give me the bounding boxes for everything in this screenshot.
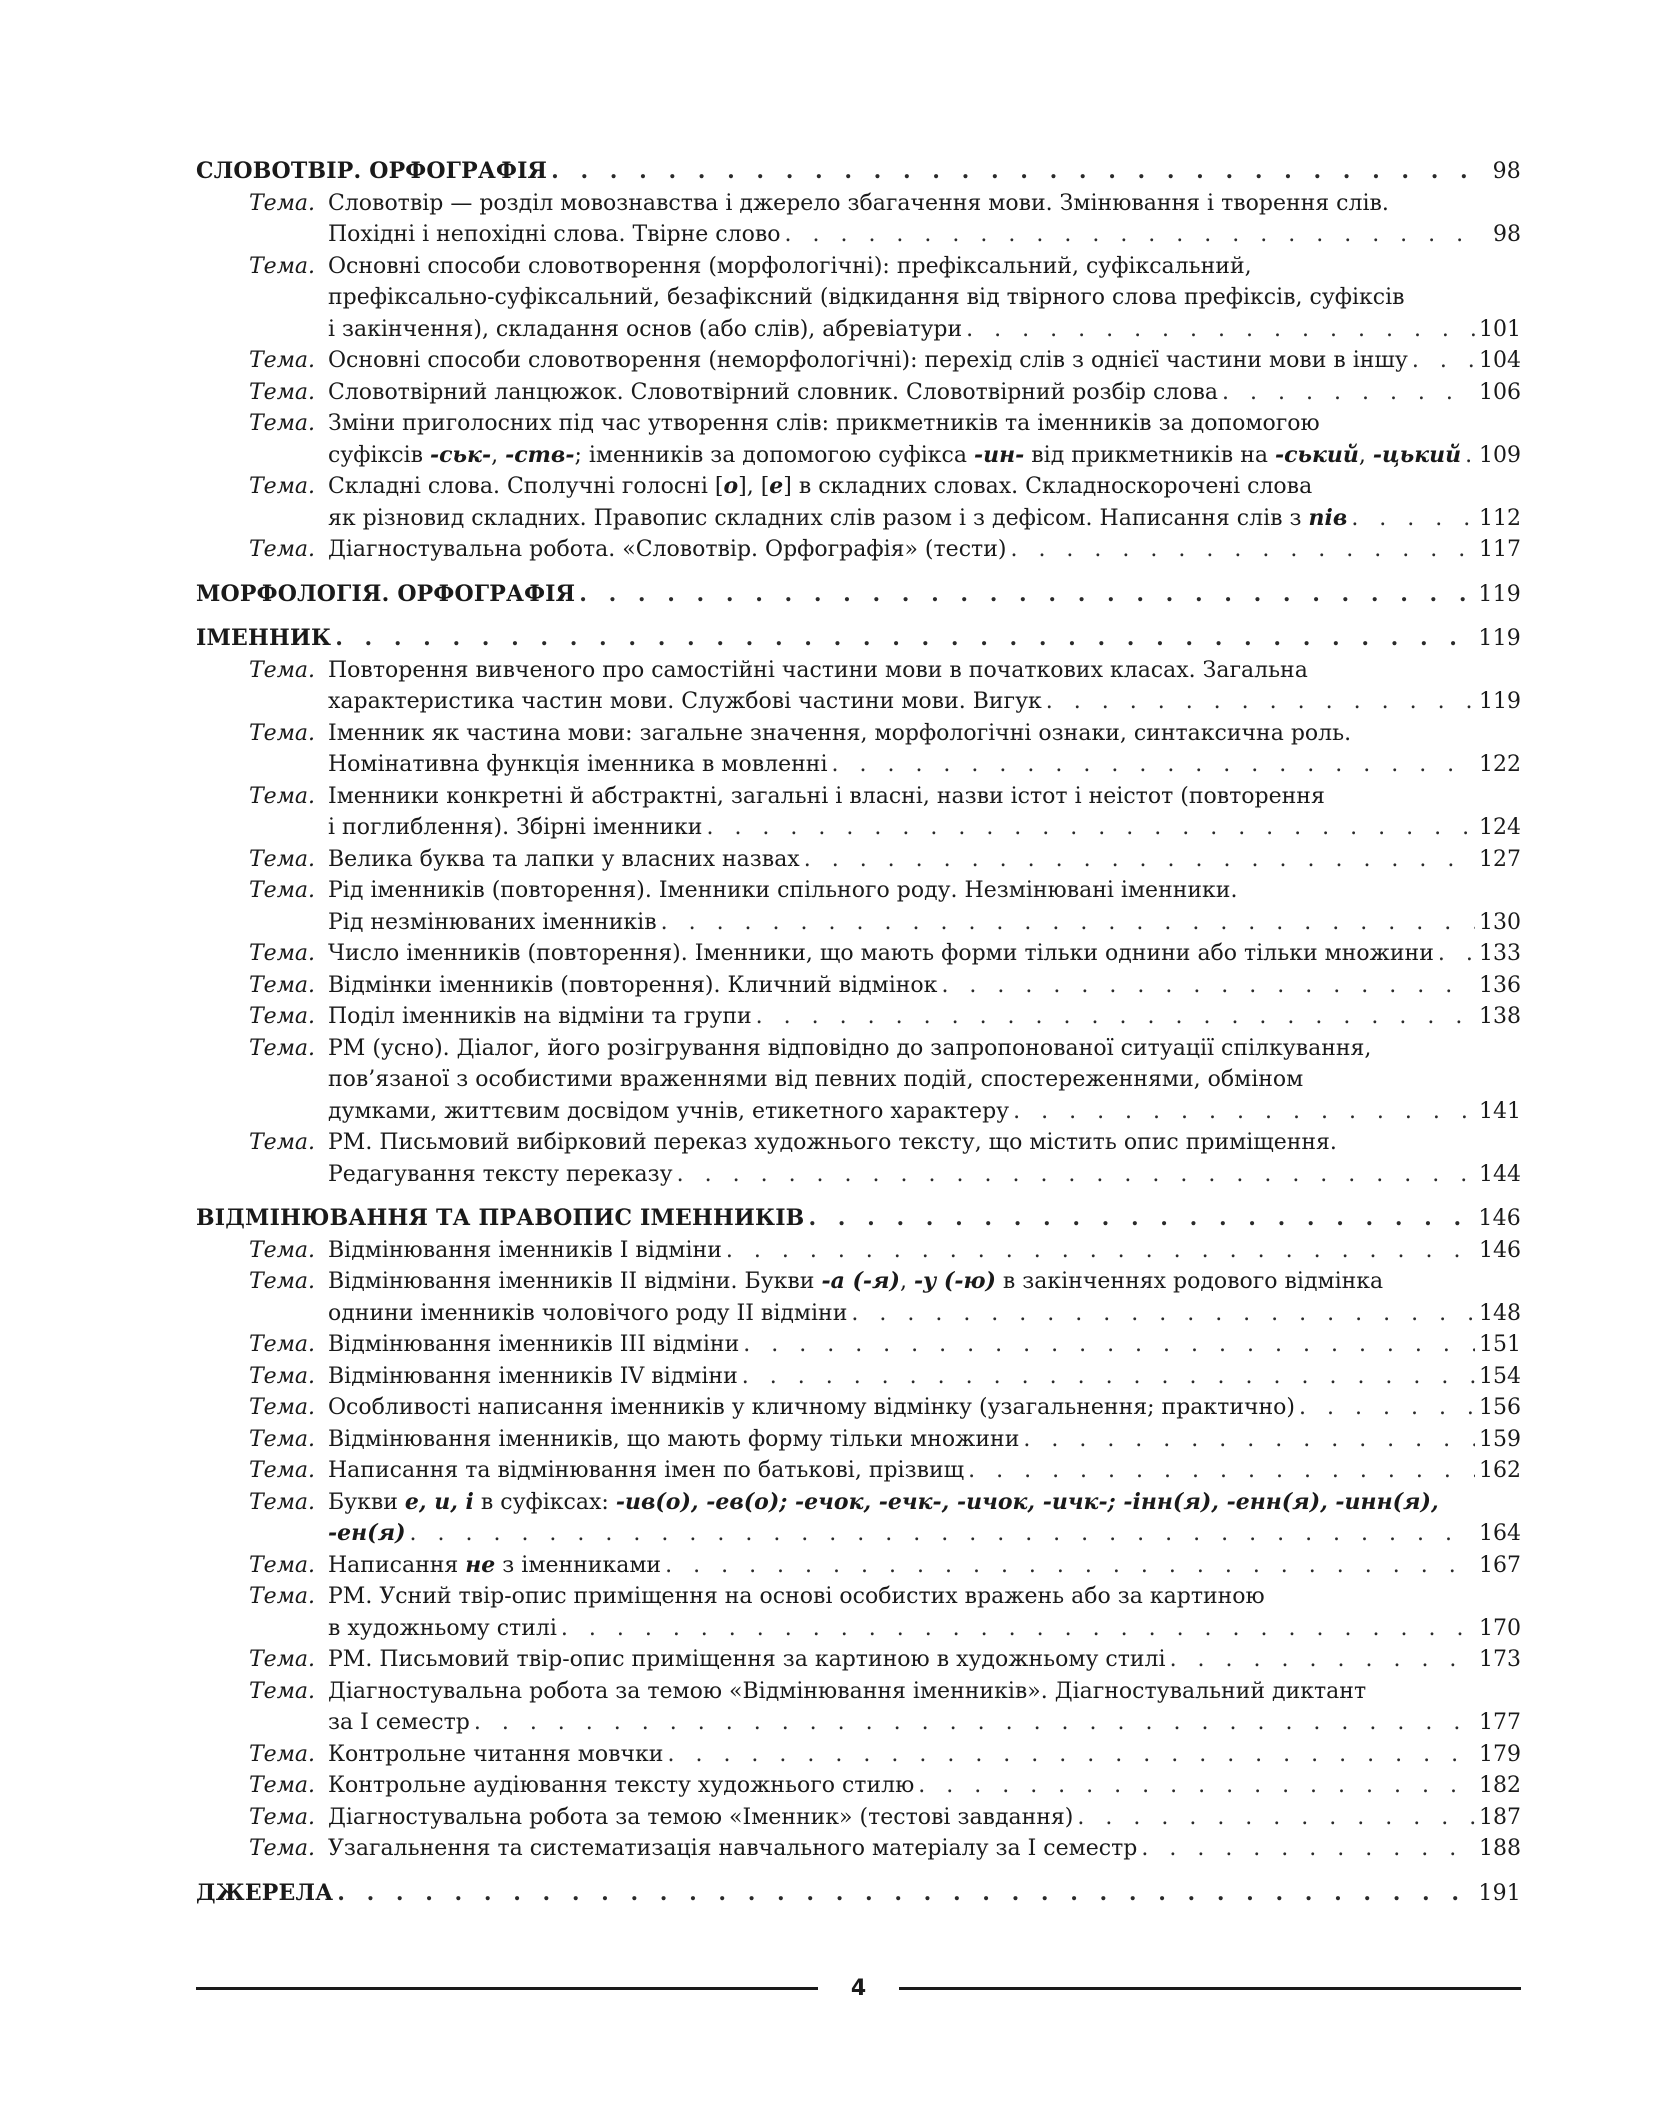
topic-label: Тема. bbox=[249, 1426, 316, 1452]
topic-text: однини іменників чоловічого роду ІІ відміни bbox=[328, 1300, 848, 1326]
dot-leader bbox=[831, 749, 1475, 781]
topic-text: в художньому стилі bbox=[328, 1615, 557, 1641]
entry-line bbox=[328, 408, 1521, 440]
entry-body bbox=[328, 1266, 1521, 1329]
toc-topic bbox=[196, 408, 1521, 471]
topic-label: Тема. bbox=[249, 783, 316, 809]
entry-line bbox=[328, 1298, 1521, 1330]
topic-label: Тема. bbox=[249, 1773, 316, 1798]
page-ref: 182 bbox=[1479, 1773, 1521, 1798]
topic-text: Число іменників (повторення). Іменники, що мають форми тільки однини або тільки множини bbox=[328, 941, 1434, 966]
page-ref: 109 bbox=[1479, 442, 1521, 468]
entry-line bbox=[328, 1266, 1521, 1298]
dot-leader bbox=[1023, 1424, 1475, 1456]
dot-leader bbox=[1013, 1096, 1475, 1128]
topic-text: пов’язаної з особистими враженнями від певних подій, спостереженнями, обміном bbox=[328, 1067, 1304, 1092]
toc-topic bbox=[196, 1676, 1521, 1739]
topic-label: Тема. bbox=[249, 1004, 316, 1029]
entry-line bbox=[328, 1644, 1521, 1676]
entry-body bbox=[328, 1644, 1521, 1676]
entry-line bbox=[328, 1550, 1521, 1582]
entry-body bbox=[328, 1739, 1521, 1771]
topic-label: Тема. bbox=[249, 972, 316, 998]
entry-line bbox=[328, 1833, 1521, 1865]
entry-body bbox=[328, 1001, 1521, 1033]
entry-line bbox=[328, 1802, 1521, 1834]
topic-label: Тема. bbox=[249, 1552, 316, 1578]
entry-line bbox=[328, 812, 1521, 844]
page-ref: 148 bbox=[1479, 1300, 1521, 1326]
page-ref: 164 bbox=[1479, 1521, 1521, 1546]
section-title: ВІДМІНЮВАННЯ ТА ПРАВОПИС ІМЕННИКІВ bbox=[196, 1205, 805, 1231]
entry-line bbox=[328, 1329, 1521, 1361]
dot-leader bbox=[337, 1878, 1474, 1910]
dot-leader bbox=[726, 1235, 1475, 1267]
topic-text: Особливості написання іменників у кличному відмінку (узагальнення; практично) bbox=[328, 1395, 1296, 1420]
section-title: ДЖЕРЕЛА bbox=[196, 1879, 334, 1906]
page-ref: 119 bbox=[1478, 626, 1521, 651]
page-ref: 117 bbox=[1479, 537, 1521, 562]
entry-body bbox=[328, 718, 1521, 781]
topic-text: -ен(я) bbox=[328, 1520, 406, 1546]
topic-text: Відмінювання іменників І відміни bbox=[328, 1237, 722, 1263]
entry-body bbox=[328, 1235, 1521, 1267]
toc-topic bbox=[196, 718, 1521, 781]
entry-line bbox=[328, 188, 1521, 220]
topic-label: Тема. bbox=[249, 657, 316, 683]
topic-text: Відмінки іменників (повторення). Кличний відмінок bbox=[328, 972, 938, 998]
entry-line bbox=[328, 749, 1521, 781]
entry-line bbox=[328, 1361, 1521, 1393]
page-ref: 146 bbox=[1478, 1206, 1521, 1231]
entry-body bbox=[196, 156, 1521, 188]
entry-line bbox=[328, 377, 1521, 409]
topic-label: Тема. bbox=[249, 474, 316, 499]
entry-line bbox=[328, 1159, 1521, 1191]
page-ref: 98 bbox=[1493, 222, 1521, 247]
topic-text: Відмінювання іменників ІІІ відміни bbox=[328, 1332, 740, 1357]
entry-line bbox=[328, 938, 1521, 970]
entry-line bbox=[328, 1235, 1521, 1267]
toc-topic bbox=[196, 377, 1521, 409]
entry-line bbox=[328, 718, 1521, 750]
topic-text: суфіксів -ськ-, -ств-; іменників за допомогою суфікса -ин- від прикметників на -ський, -цький bbox=[328, 441, 1462, 468]
entry-body bbox=[196, 1878, 1521, 1910]
entry-line bbox=[196, 156, 1521, 188]
entry-body bbox=[328, 1424, 1521, 1456]
entry-body bbox=[196, 579, 1521, 611]
topic-text: Словотвірний ланцюжок. Словотвірний словник. Словотвірний розбір слова bbox=[328, 379, 1219, 405]
entry-body bbox=[328, 1550, 1521, 1582]
page-ref: 124 bbox=[1479, 815, 1521, 840]
entry-body bbox=[328, 844, 1521, 876]
toc-topic bbox=[196, 844, 1521, 876]
dot-leader bbox=[804, 844, 1475, 876]
page-ref: 156 bbox=[1479, 1395, 1521, 1420]
section-title: ІМЕННИК bbox=[196, 625, 332, 651]
dot-leader bbox=[474, 1707, 1475, 1739]
topic-text: і поглиблення). Збірні іменники bbox=[328, 815, 703, 840]
page-ref: 141 bbox=[1479, 1098, 1521, 1124]
page-ref: 144 bbox=[1479, 1161, 1521, 1187]
toc-section bbox=[196, 1878, 1521, 1910]
toc-topic bbox=[196, 655, 1521, 718]
entry-line bbox=[328, 907, 1521, 939]
toc-section bbox=[196, 579, 1521, 611]
entry-line bbox=[328, 686, 1521, 718]
toc-topic bbox=[196, 875, 1521, 938]
topic-text: Рід незмінюваних іменників bbox=[328, 909, 657, 935]
dot-leader bbox=[665, 1550, 1475, 1582]
dot-leader bbox=[1170, 1644, 1475, 1676]
topic-label: Тема. bbox=[249, 1678, 316, 1704]
entry-body bbox=[328, 1329, 1521, 1361]
toc-topic bbox=[196, 1361, 1521, 1393]
entry-line bbox=[328, 471, 1521, 503]
topic-text: Контрольне читання мовчки bbox=[328, 1741, 664, 1767]
dot-leader bbox=[851, 1298, 1475, 1330]
dot-leader bbox=[1046, 686, 1475, 718]
entry-body bbox=[328, 875, 1521, 938]
topic-label: Тема. bbox=[249, 1647, 316, 1672]
entry-body bbox=[328, 1487, 1521, 1550]
topic-text: Основні способи словотворення (морфологічні): префіксальний, суфіксальний, bbox=[328, 253, 1252, 279]
topic-label: Тема. bbox=[249, 720, 316, 746]
toc-topic bbox=[196, 345, 1521, 377]
topic-text: Зміни приголосних під час утворення слів: прикметників та іменників за допомогою bbox=[328, 411, 1320, 436]
toc-section bbox=[196, 1203, 1521, 1235]
topic-text: Складні слова. Сполучні голосні [о], [е] в складних словах. Складноскорочені слова bbox=[328, 473, 1313, 499]
entry-line bbox=[328, 1001, 1521, 1033]
toc-topic bbox=[196, 938, 1521, 970]
dot-leader bbox=[579, 579, 1474, 611]
dot-leader bbox=[1438, 938, 1475, 970]
entry-body bbox=[328, 1033, 1521, 1128]
dot-leader bbox=[1010, 534, 1475, 566]
topic-text: Узагальнення та систематизація навчального матеріалу за І семестр bbox=[328, 1836, 1138, 1861]
toc-topic bbox=[196, 1424, 1521, 1456]
entry-body bbox=[328, 534, 1521, 566]
entry-line bbox=[328, 251, 1521, 283]
entry-line bbox=[328, 440, 1521, 472]
toc-topic bbox=[196, 1739, 1521, 1771]
entry-body bbox=[328, 1392, 1521, 1424]
entry-body bbox=[196, 1203, 1521, 1235]
dot-leader bbox=[1351, 503, 1475, 535]
entry-body bbox=[328, 1581, 1521, 1644]
dot-leader bbox=[1299, 1392, 1475, 1424]
toc-topic bbox=[196, 1770, 1521, 1802]
topic-text: Номінативна функція іменника в мовленні bbox=[328, 752, 828, 777]
page-ref: 104 bbox=[1479, 348, 1521, 373]
entry-line bbox=[328, 1487, 1521, 1519]
entry-line bbox=[328, 844, 1521, 876]
toc-topic bbox=[196, 1487, 1521, 1550]
page-ref: 112 bbox=[1479, 505, 1521, 531]
section-title: МОРФОЛОГІЯ. ОРФОГРАФІЯ bbox=[196, 580, 576, 607]
topic-label: Тема. bbox=[249, 1237, 316, 1263]
page-ref: 106 bbox=[1479, 379, 1521, 405]
topic-label: Тема. bbox=[249, 411, 316, 436]
topic-text: Написання не з іменниками bbox=[328, 1551, 662, 1578]
table-of-contents bbox=[196, 156, 1521, 1909]
entry-body bbox=[328, 188, 1521, 251]
dot-leader bbox=[918, 1770, 1475, 1802]
toc-topic bbox=[196, 188, 1521, 251]
toc-topic bbox=[196, 1455, 1521, 1487]
topic-label: Тема. bbox=[249, 1584, 316, 1609]
page-ref: 133 bbox=[1479, 941, 1521, 966]
topic-text: Діагностувальна робота. «Словотвір. Орфографія» (тести) bbox=[328, 537, 1007, 562]
dot-leader bbox=[661, 907, 1475, 939]
toc-topic bbox=[196, 1127, 1521, 1190]
entry-line bbox=[328, 781, 1521, 813]
dot-leader bbox=[335, 623, 1474, 655]
dot-leader bbox=[966, 314, 1475, 346]
page-ref: 167 bbox=[1479, 1552, 1521, 1578]
entry-line bbox=[328, 1096, 1521, 1128]
section-title: СЛОВОТВІР. ОРФОГРАФІЯ bbox=[196, 158, 548, 184]
dot-leader bbox=[968, 1455, 1475, 1487]
toc-topic bbox=[196, 1833, 1521, 1865]
entry-line bbox=[328, 1613, 1521, 1645]
entry-body bbox=[328, 1361, 1521, 1393]
entry-body bbox=[328, 938, 1521, 970]
entry-line bbox=[328, 1127, 1521, 1159]
entry-line bbox=[196, 623, 1521, 655]
topic-text: Основні способи словотворення (неморфологічні): перехід слів з однієї частини мови в іншу bbox=[328, 348, 1408, 373]
entry-line bbox=[328, 534, 1521, 566]
topic-text: як різновид складних. Правопис складних слів разом і з дефісом. Написання слів з пів bbox=[328, 504, 1348, 531]
topic-text: за І семестр bbox=[328, 1710, 470, 1735]
dot-leader bbox=[742, 1361, 1475, 1393]
entry-line bbox=[328, 655, 1521, 687]
topic-label: Тема. bbox=[249, 1836, 316, 1861]
page-ref: 98 bbox=[1492, 159, 1521, 184]
topic-label: Тема. bbox=[249, 1130, 316, 1155]
page-ref: 122 bbox=[1479, 752, 1521, 777]
topic-label: Тема. bbox=[249, 1269, 316, 1294]
page-ref: 146 bbox=[1479, 1237, 1521, 1263]
topic-text: РМ. Письмовий твір-опис приміщення за картиною в художньому стилі bbox=[328, 1647, 1166, 1672]
toc-topic bbox=[196, 471, 1521, 534]
dot-leader bbox=[1077, 1802, 1475, 1834]
page-ref: 119 bbox=[1479, 689, 1521, 714]
entry-body bbox=[328, 1127, 1521, 1190]
entry-body bbox=[196, 623, 1521, 655]
entry-body bbox=[328, 1676, 1521, 1739]
entry-line bbox=[328, 1581, 1521, 1613]
topic-text: Повторення вивченого про самостійні частини мови в початкових класах. Загальна bbox=[328, 657, 1308, 683]
topic-label: Тема. bbox=[249, 379, 316, 405]
toc-topic bbox=[196, 1581, 1521, 1644]
topic-text: Написання та відмінювання імен по батькові, прізвищ bbox=[328, 1458, 965, 1483]
toc-topic bbox=[196, 1392, 1521, 1424]
toc-topic bbox=[196, 1329, 1521, 1361]
page-ref: 173 bbox=[1479, 1647, 1521, 1672]
topic-label: Тема. bbox=[249, 1332, 316, 1357]
entry-body bbox=[328, 1833, 1521, 1865]
dot-leader bbox=[677, 1159, 1475, 1191]
dot-leader bbox=[1141, 1833, 1475, 1865]
topic-text: і закінчення), складання основ (або слів), абревіатури bbox=[328, 316, 963, 342]
topic-text: Іменники конкретні й абстрактні, загальні і власні, назви істот і неістот (повторення bbox=[328, 783, 1325, 809]
topic-text: Відмінювання іменників ІV відміни bbox=[328, 1363, 738, 1389]
page-ref: 188 bbox=[1479, 1836, 1521, 1861]
topic-text: Словотвір — розділ мовознавства і джерело збагачення мови. Змінювання і творення слів. bbox=[328, 190, 1389, 216]
entry-line bbox=[196, 1203, 1521, 1235]
entry-line bbox=[196, 1878, 1521, 1910]
toc-topic bbox=[196, 251, 1521, 346]
entry-body bbox=[328, 471, 1521, 534]
toc-topic bbox=[196, 1266, 1521, 1329]
topic-label: Тема. bbox=[249, 1458, 316, 1483]
toc-topic bbox=[196, 1644, 1521, 1676]
entry-line bbox=[328, 970, 1521, 1002]
page-ref: 154 bbox=[1479, 1363, 1521, 1389]
entry-line bbox=[328, 1676, 1521, 1708]
topic-text: Відмінювання іменників ІІ відміни. Букви -а (-я), -у (-ю) в закінченнях родового відмінка bbox=[328, 1268, 1384, 1294]
page-ref: 127 bbox=[1479, 846, 1521, 872]
topic-text: Поділ іменників на відміни та групи bbox=[328, 1004, 752, 1029]
toc-topic bbox=[196, 1550, 1521, 1582]
toc-topic bbox=[196, 1802, 1521, 1834]
topic-label: Тема. bbox=[249, 846, 316, 872]
dot-leader bbox=[561, 1613, 1475, 1645]
dot-leader bbox=[667, 1739, 1475, 1771]
topic-text: Контрольне аудіювання тексту художнього стилю bbox=[328, 1773, 915, 1798]
topic-label: Тема. bbox=[249, 1035, 316, 1061]
entry-body bbox=[328, 1802, 1521, 1834]
page-ref: 162 bbox=[1479, 1458, 1521, 1483]
toc-topic bbox=[196, 534, 1521, 566]
dot-leader bbox=[808, 1203, 1474, 1235]
topic-text: Діагностувальна робота за темою «Відмінювання іменників». Діагностувальний диктант bbox=[328, 1678, 1367, 1704]
entry-body bbox=[328, 781, 1521, 844]
toc-topic bbox=[196, 1001, 1521, 1033]
topic-label: Тема. bbox=[249, 1741, 316, 1767]
entry-line bbox=[328, 1770, 1521, 1802]
topic-label: Тема. bbox=[249, 1804, 316, 1830]
dot-leader bbox=[743, 1329, 1475, 1361]
page-footer bbox=[196, 1974, 1521, 2004]
entry-body bbox=[328, 251, 1521, 346]
entry-body bbox=[328, 1770, 1521, 1802]
footer-rule-right bbox=[899, 1987, 1521, 1990]
page-ref: 119 bbox=[1478, 581, 1521, 607]
topic-text: Букви е, и, і в суфіксах: -ив(о), -ев(о); -ечок, -ечк-, -ичок, -ичк-; -інн(я), -енн(я), -инн(я), bbox=[328, 1488, 1439, 1515]
topic-label: Тема. bbox=[249, 190, 316, 216]
entry-line bbox=[328, 1064, 1521, 1096]
topic-label: Тема. bbox=[249, 1363, 316, 1389]
page-ref: 136 bbox=[1479, 972, 1521, 998]
dot-leader bbox=[1465, 440, 1475, 472]
topic-label: Тема. bbox=[249, 941, 316, 966]
entry-body bbox=[328, 377, 1521, 409]
page-ref: 191 bbox=[1478, 1880, 1521, 1906]
page-ref: 177 bbox=[1479, 1710, 1521, 1735]
toc-section bbox=[196, 623, 1521, 655]
dot-leader bbox=[1222, 377, 1475, 409]
entry-line bbox=[196, 579, 1521, 611]
dot-leader bbox=[1412, 345, 1475, 377]
topic-text: Відмінювання іменників, що мають форму тільки множини bbox=[328, 1426, 1020, 1452]
entry-line bbox=[328, 282, 1521, 314]
entry-body bbox=[328, 655, 1521, 718]
dot-leader bbox=[551, 156, 1477, 188]
entry-body bbox=[328, 1455, 1521, 1487]
topic-label: Тема. bbox=[249, 348, 316, 373]
dot-leader bbox=[410, 1518, 1476, 1550]
entry-line bbox=[328, 503, 1521, 535]
page-ref: 159 bbox=[1479, 1426, 1521, 1452]
page-ref: 138 bbox=[1479, 1004, 1521, 1029]
page-ref: 170 bbox=[1479, 1615, 1521, 1641]
topic-label: Тема. bbox=[249, 537, 316, 562]
topic-text: Діагностувальна робота за темою «Іменник» (тестові завдання) bbox=[328, 1804, 1074, 1830]
entry-line bbox=[328, 1739, 1521, 1771]
entry-line bbox=[328, 1707, 1521, 1739]
entry-line bbox=[328, 345, 1521, 377]
entry-body bbox=[328, 408, 1521, 471]
page-ref: 179 bbox=[1479, 1741, 1521, 1767]
page-ref: 187 bbox=[1479, 1804, 1521, 1830]
toc-topic bbox=[196, 781, 1521, 844]
page-ref: 101 bbox=[1479, 316, 1521, 342]
topic-text: Похідні і непохідні слова. Твірне слово bbox=[328, 222, 781, 247]
toc-topic bbox=[196, 970, 1521, 1002]
toc-topic bbox=[196, 1033, 1521, 1128]
topic-text: Редагування тексту переказу bbox=[328, 1161, 673, 1187]
page-ref: 130 bbox=[1479, 909, 1521, 935]
entry-line bbox=[328, 1392, 1521, 1424]
entry-line bbox=[328, 875, 1521, 907]
topic-text: характеристика частин мови. Службові частини мови. Вигук bbox=[328, 689, 1042, 714]
topic-text: думками, життєвим досвідом учнів, етикетного характеру bbox=[328, 1098, 1010, 1124]
entry-line bbox=[328, 219, 1521, 251]
topic-text: РМ (усно). Діалог, його розігрування відповідно до запропонованої ситуації спілкування, bbox=[328, 1035, 1372, 1061]
entry-body bbox=[328, 345, 1521, 377]
topic-text: Рід іменників (повторення). Іменники спільного роду. Незмінювані іменники. bbox=[328, 878, 1238, 903]
dot-leader bbox=[706, 812, 1475, 844]
topic-text: РМ. Письмовий вибірковий переказ художнього тексту, що містить опис приміщення. bbox=[328, 1130, 1337, 1155]
dot-leader bbox=[941, 970, 1475, 1002]
entry-line bbox=[328, 1455, 1521, 1487]
entry-line bbox=[328, 1033, 1521, 1065]
entry-line bbox=[328, 314, 1521, 346]
topic-text: префіксально-суфіксальний, безафіксний (відкидання від твірного слова префіксів, суфіксів bbox=[328, 285, 1405, 310]
toc-section bbox=[196, 156, 1521, 188]
entry-body bbox=[328, 970, 1521, 1002]
page-ref: 151 bbox=[1479, 1332, 1521, 1357]
topic-text: Іменник як частина мови: загальне значення, морфологічні ознаки, синтаксична роль. bbox=[328, 720, 1352, 746]
topic-label: Тема. bbox=[249, 253, 316, 279]
topic-label: Тема. bbox=[249, 1489, 316, 1515]
topic-text: Велика буква та лапки у власних назвах bbox=[328, 846, 800, 872]
topic-label: Тема. bbox=[249, 878, 316, 903]
topic-label: Тема. bbox=[249, 1395, 316, 1420]
page-number: 4 bbox=[850, 1976, 867, 2001]
entry-line bbox=[328, 1518, 1521, 1550]
entry-line bbox=[328, 1424, 1521, 1456]
toc-topic bbox=[196, 1235, 1521, 1267]
topic-text: РМ. Усний твір-опис приміщення на основі особистих вражень або за картиною bbox=[328, 1584, 1265, 1609]
dot-leader bbox=[756, 1001, 1475, 1033]
dot-leader bbox=[784, 219, 1477, 251]
